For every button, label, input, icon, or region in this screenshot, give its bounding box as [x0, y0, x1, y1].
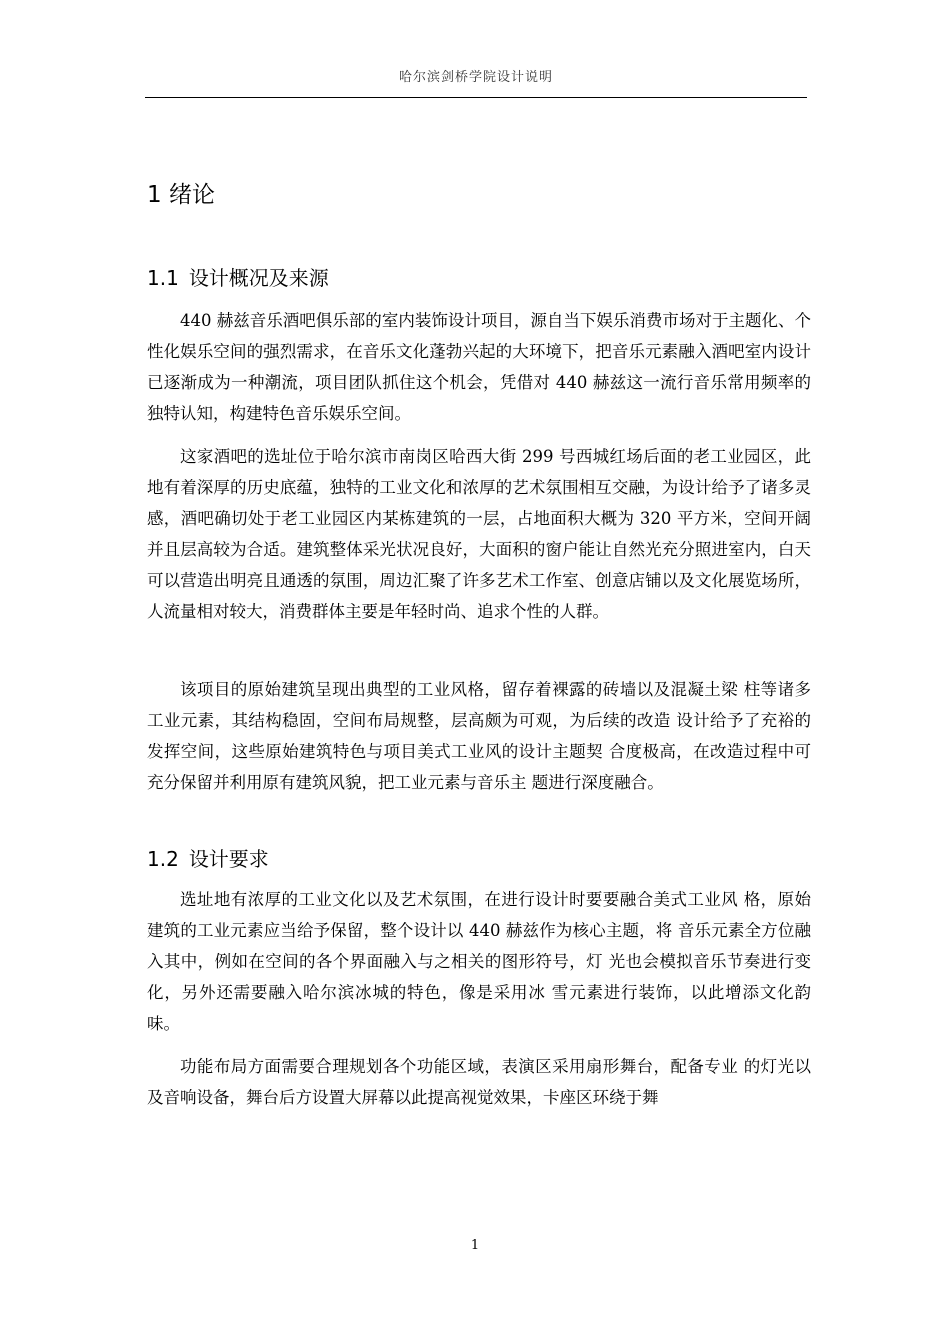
- section-title-1-1: [147, 262, 329, 291]
- section-heading-text: 设计要求: [188, 847, 269, 871]
- section-title-1-2: [147, 843, 269, 872]
- chapter-title: 1 绪论: [147, 182, 215, 208]
- paragraph: 这家酒吧的选址位于哈尔滨市南岗区哈西大街 299 号西城红场后面的老工业园区，此地有着深厚的历史底蕴，独特的工业文化和浓厚的艺术氛围相互交融，为设计给予了诸多灵感，酒吧确切处于老工业园区内某栋建筑的一层，占地面积大概为 320 平方米，空间开阔并且层高较为合适。建筑整体采光状况良好，大面积的窗户能让自然光充分照进室内，白天可以营造出明亮且通透的氛围，周边汇聚了许多艺术工作室、创意店铺以及文化展览场所，人流量相对较大，消费群体主要是年轻时尚、追求个性的人群。: [147, 447, 811, 621]
- paragraph: 440 赫兹音乐酒吧俱乐部的室内装饰设计项目，源自当下娱乐消费市场对于主题化、个性化娱乐空间的强烈需求，在音乐文化蓬勃兴起的大环境下，把音乐元素融入酒吧室内设计已逐渐成为一种潮流，项目团队抓住这个机会，凭借对 440 赫兹这一流行音乐常用频率的独特认知，构建特色音乐娱乐空间。: [147, 311, 811, 423]
- section-heading-text: 设计概况及来源: [188, 266, 329, 290]
- section-number: 1.1: [147, 266, 179, 290]
- page-header: 哈尔滨剑桥学院设计说明: [398, 70, 553, 85]
- paragraph: 选址地有浓厚的工业文化以及艺术氛围，在进行设计时要要融合美式工业风 格，原始建筑的工业元素应当给予保留，整个设计以 440 赫兹作为核心主题，将 音乐元素全方位融入其中，例如在空间的各个界面融入与之相关的图形符号，灯 光也会模拟音乐节奏进行变化，另外还需要融入哈尔滨冰城的特色，像是采用冰 雪元素进行装饰，以此增添文化韵味。: [147, 890, 811, 1033]
- section-number: 1.2: [147, 847, 179, 871]
- page-number: 1: [470, 1238, 480, 1253]
- paragraph: 该项目的原始建筑呈现出典型的工业风格，留存着裸露的砖墙以及混凝土梁 柱等诸多工业元素，其结构稳固，空间布局规整，层高颇为可观，为后续的改造 设计给予了充裕的发挥空间，这些原始建筑特色与项目美式工业风的设计主题契 合度极高，在改造过程中可充分保留并利用原有建筑风貌，把工业元素与音乐主 题进行深度融合。: [147, 680, 811, 792]
- paragraph: 功能布局方面需要合理规划各个功能区域，表演区采用扇形舞台，配备专业 的灯光以及音响设备，舞台后方设置大屏幕以此提高视觉效果，卡座区环绕于舞: [147, 1057, 811, 1107]
- header-rule: [145, 97, 807, 98]
